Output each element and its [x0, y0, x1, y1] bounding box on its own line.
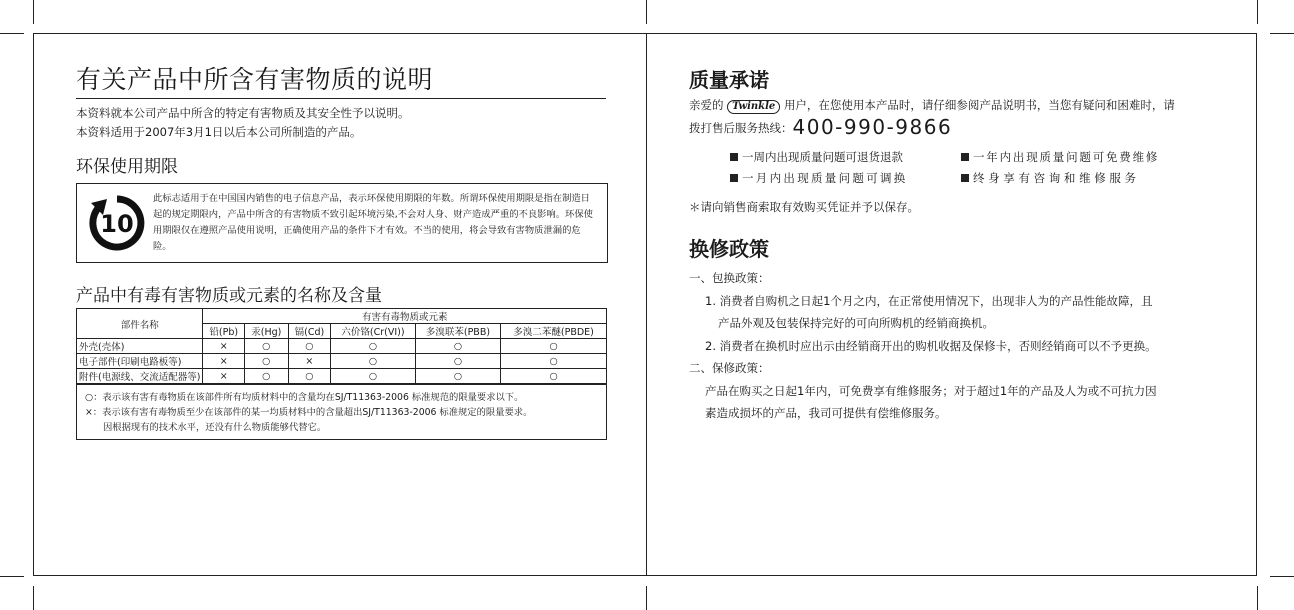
- quality-text: 亲爱的: [689, 98, 724, 112]
- policy-line: 素造成损坏的产品，我司可提供有偿维修服务。: [705, 406, 947, 420]
- square-bullet-icon: [961, 174, 969, 182]
- crop-mark: [1270, 33, 1294, 34]
- column-header: 镉(Cd): [288, 324, 331, 339]
- promise-item: 一周内出现质量问题可退货退款: [730, 149, 903, 165]
- table-cell: ○: [415, 339, 501, 354]
- table-cell: ○: [415, 354, 501, 369]
- eco-heading: 环保使用期限: [76, 157, 178, 177]
- group-header: 有害有毒物质或元素: [203, 309, 606, 324]
- quality-text: 拨打售后服务热线：: [689, 121, 793, 135]
- note-line: 因根据现有的技术水平，还没有什么物质能够代替它。: [103, 422, 327, 433]
- column-header: 汞(Hg): [245, 324, 288, 339]
- column-header: 多溴二苯醚(PBDE): [501, 324, 606, 339]
- eco-period-logo-icon: [87, 193, 147, 253]
- table-cell: ×: [288, 354, 331, 369]
- square-bullet-icon: [730, 174, 738, 182]
- page-title: 有关产品中所含有害物质的说明: [76, 62, 606, 99]
- policy-text: [689, 267, 1229, 425]
- table-cell: ○: [331, 339, 415, 354]
- promise-list: [689, 143, 1229, 187]
- hotline-number: 400-990-9866: [792, 115, 953, 139]
- table-cell: ○: [501, 339, 606, 354]
- quality-heading: 质量承诺: [689, 68, 769, 92]
- table-cell: ○: [331, 354, 415, 369]
- crop-mark: [646, 0, 647, 24]
- note-line: ×：表示该有害有毒物质至少在该部件的某一均质材料中的含量超出SJ/T11363-2006 标准规定的限量要求。: [85, 407, 533, 418]
- table-cell: ○: [288, 339, 331, 354]
- eco-description: 此标志适用于在中国国内销售的电子信息产品，表示环保使用期限的年数。所谓环保使用期限是指在制造日起的规定期限内，产品中所含的有害物质不致引起环境污染,不会对人身、财产造成严重的不良影响。环保使用期限仅在遵照产品使用说明，正确使用产品的条件下才有效。不当的使用，将会导致有害物质泄漏的危险。: [153, 193, 593, 252]
- column-header: 铅(Pb): [203, 324, 245, 339]
- right-page: [689, 66, 1229, 425]
- table-cell: ○: [501, 369, 606, 384]
- crop-mark: [1257, 0, 1258, 24]
- table-cell: ○: [288, 369, 331, 384]
- policy-line: 产品在购买之日起1年内，可免费享有维修服务；对于超过1年的产品及人为或不可抗力因: [705, 383, 1157, 398]
- policy-line: 一、包换政策：: [689, 271, 770, 285]
- table-cell: ○: [331, 369, 415, 384]
- table-cell: ○: [245, 369, 288, 384]
- policy-heading: 换修政策: [689, 237, 769, 261]
- table-cell: ×: [203, 339, 245, 354]
- table-cell: ○: [415, 369, 501, 384]
- policy-line: 1. 消费者自购机之日起1个月之内，在正常使用情况下，出现非人为的产品性能故障，且: [705, 293, 1153, 308]
- crop-mark: [0, 33, 24, 34]
- toxic-table: [77, 309, 606, 384]
- eco-logo-number: 10: [100, 210, 134, 238]
- table-cell: ×: [203, 369, 245, 384]
- crop-mark: [1257, 586, 1258, 610]
- quality-text: 用户，在您使用本产品时，请仔细参阅产品说明书，当您有疑问和困难时，请: [783, 98, 1175, 112]
- left-page: [76, 62, 608, 440]
- toxic-heading: 产品中有毒有害物质或元素的名称及含量: [76, 286, 382, 306]
- brand-logo: Twinkle: [727, 100, 780, 114]
- table-row: [77, 369, 606, 384]
- policy-line: 2. 消费者在换机时应出示由经销商开出的购机收据及保修卡，否则经销商可以不予更换。: [705, 338, 1157, 353]
- column-header: 六价铬(Cr(VI)): [331, 324, 415, 339]
- policy-line: 产品外观及包装保持完好的可向所购机的经销商换机。: [718, 316, 994, 330]
- crop-mark: [0, 576, 24, 577]
- table-cell: ○: [245, 339, 288, 354]
- crop-mark: [33, 586, 34, 610]
- intro-line: 本资料适用于2007年3月1日以后本公司所制造的产品。: [76, 125, 362, 139]
- receipt-note: ＊请向销售商索取有效购买凭证并予以保存。: [689, 200, 919, 214]
- table-cell: ×: [203, 354, 245, 369]
- policy-line: 二、保修政策：: [689, 361, 770, 375]
- table-row: [77, 354, 606, 369]
- note-line: ○：表示该有害有毒物质在该部件所有均质材料中的含量均在SJ/T11363-2006 标准规范的限量要求以下。: [85, 392, 524, 403]
- quality-paragraph: [689, 94, 1229, 139]
- table-cell: ○: [245, 354, 288, 369]
- crop-mark: [1270, 576, 1294, 577]
- promise-item: 终 身 享 有 咨 询 和 维 修 服 务: [961, 170, 1136, 186]
- square-bullet-icon: [961, 153, 969, 161]
- eco-box: [76, 183, 608, 263]
- part-header: 部件名称: [77, 309, 203, 339]
- toxic-table-box: [76, 308, 607, 440]
- table-cell: ○: [501, 354, 606, 369]
- column-header: 多溴联苯(PBB): [415, 324, 501, 339]
- table-notes: [77, 384, 606, 439]
- crop-mark: [33, 0, 34, 24]
- crop-mark: [646, 586, 647, 610]
- square-bullet-icon: [730, 153, 738, 161]
- table-row: [77, 339, 606, 354]
- intro-line: 本资料就本公司产品中所含的特定有害物质及其安全性予以说明。: [76, 106, 410, 120]
- promise-item: 一月内出现质量问题可调换: [730, 170, 908, 186]
- row-name: 外壳(壳体): [77, 339, 203, 354]
- row-name: 附件(电源线、交流适配器等): [77, 369, 203, 384]
- row-name: 电子部件(印刷电路板等): [77, 354, 203, 369]
- intro: [76, 104, 608, 142]
- fold-line: [646, 33, 647, 576]
- promise-item: 一年内出现质量问题可免费维修: [961, 149, 1159, 165]
